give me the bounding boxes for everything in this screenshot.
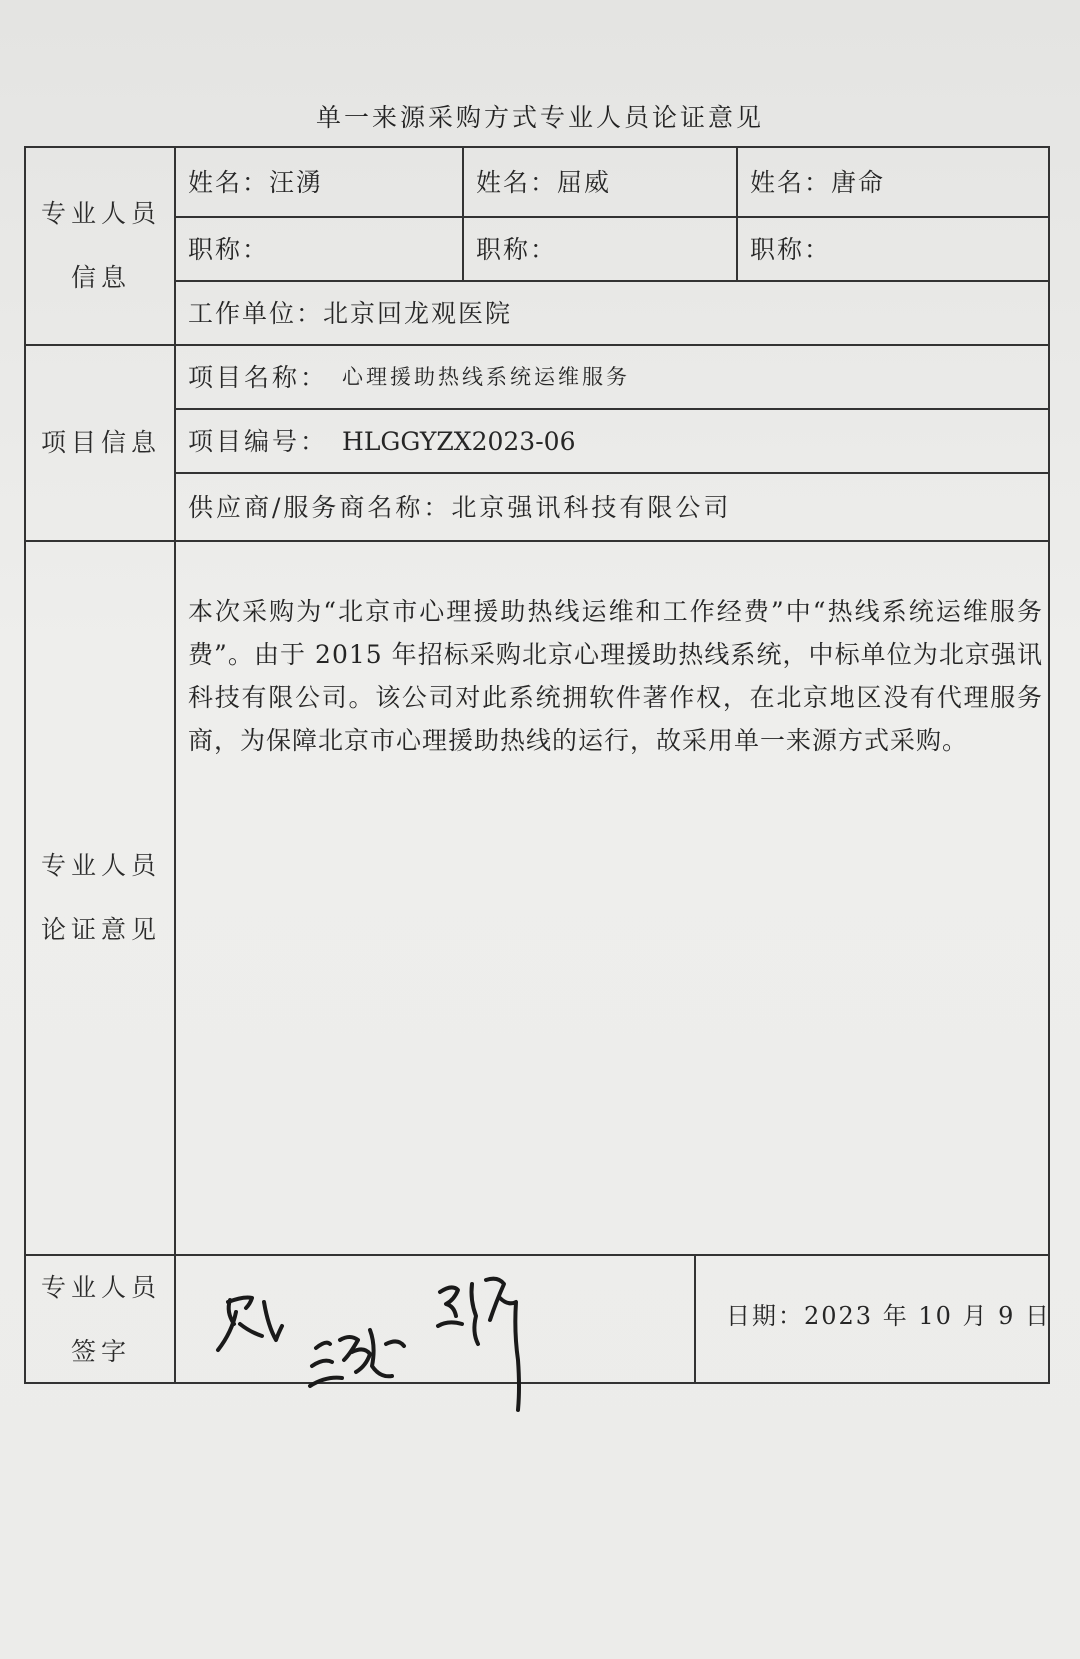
- project-name-row: [188, 346, 1038, 408]
- section-divider: [26, 540, 1050, 542]
- supplier-name: 供应商/服务商名称：北京强讯科技有限公司: [188, 492, 732, 522]
- document-title: 单一来源采购方式专业人员论证意见: [315, 103, 764, 132]
- label-line: 签字: [70, 1337, 131, 1366]
- label-line: 专业人员: [40, 1273, 161, 1302]
- person-name-1: 姓名：汪湧: [188, 167, 324, 197]
- column-divider: [736, 148, 738, 282]
- column-divider: [694, 1254, 696, 1384]
- signature-section-label: [26, 1256, 176, 1384]
- person-title-2: 职称：: [476, 234, 558, 264]
- label-line: 项目信息: [40, 428, 161, 457]
- signature-date: 日期：2023 年 10 月 9 日: [726, 1302, 1052, 1330]
- project-name-label: 项目名称：: [188, 362, 329, 392]
- label-line: 专业人员: [40, 199, 161, 228]
- project-number-label: 项目编号：: [188, 426, 329, 456]
- person-name-2: 姓名：屈威: [476, 167, 612, 197]
- personnel-section-label: [26, 148, 176, 344]
- person-name-3: 姓名：唐命: [750, 167, 886, 197]
- signature-1: [218, 1298, 282, 1351]
- project-name-value: 心理援助热线系统运维服务: [342, 364, 631, 389]
- form-table: [24, 146, 1050, 1384]
- label-line: 信息: [70, 263, 131, 292]
- work-unit: 工作单位：北京回龙观医院: [188, 298, 513, 328]
- label-line: 专业人员: [40, 851, 161, 880]
- signature-3: [438, 1279, 519, 1410]
- opinion-section-label: [26, 542, 176, 1254]
- signature-2: [310, 1330, 404, 1386]
- opinion-text: 本次采购为“北京市心理援助热线运维和工作经费”中“热线系统运维服务费”。由于 2015 年招标采购北京心理援助热线系统，中标单位为北京强讯科技有限公司。该公司对此系统拥软件著作权，在北京地区没有代理服务商，为保障北京市心理援助热线的运行，故采用单一来源方式采购。: [188, 597, 1043, 755]
- person-title-3: 职称：: [750, 234, 832, 264]
- project-number-value: HLGGYZX2023-06: [342, 426, 576, 456]
- handwritten-signatures: [200, 1240, 580, 1420]
- person-title-1: 职称：: [188, 234, 270, 264]
- column-divider: [462, 148, 464, 282]
- project-number-row: [188, 410, 1038, 472]
- label-line: 论证意见: [40, 915, 161, 944]
- project-section-label: [26, 346, 176, 540]
